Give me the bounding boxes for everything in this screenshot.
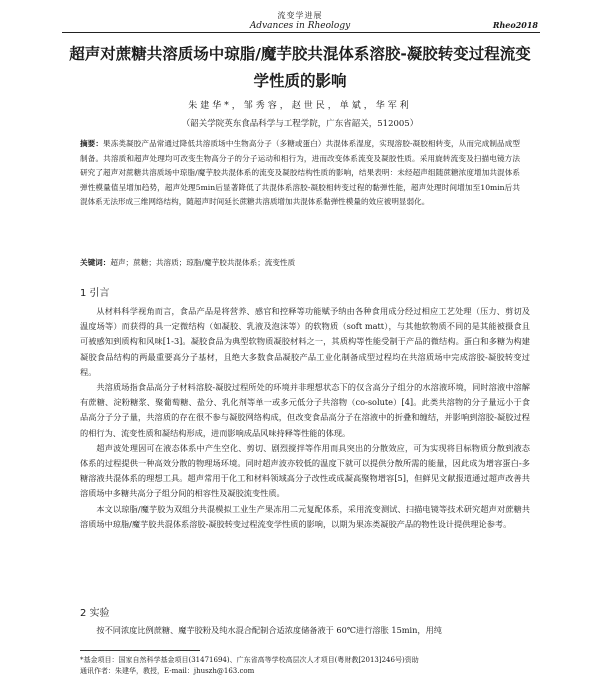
header-divider	[62, 32, 540, 33]
footnote-funding: *基金项目：国家自然科学基金项目(31471694)、广东省高等学校高层次人才项目(粤财教[2013]246号)资助	[80, 656, 419, 664]
footnote	[80, 655, 530, 677]
conference-tag: Rheo2018	[492, 20, 538, 30]
footnote-author: 通讯作者：朱建华，教授，E-mail：jhuszh@163.com	[80, 667, 255, 675]
journal-name-en: Advances in Rheology	[249, 21, 351, 31]
keywords-text: 超声；蔗糖；共溶质；琼脂/魔芋胶共混体系；流变性质	[110, 258, 296, 267]
journal-name-cn: 流变学进展	[277, 11, 323, 20]
section-heading-introduction: 1 引言	[80, 288, 110, 299]
section-body-introduction	[80, 304, 530, 532]
affiliation: （韶关学院英东食品科学与工程学院，广东省韶关，512005）	[181, 119, 419, 129]
paragraph: 超声波处理因可在液态体系中产生空化、剪切、剧烈搅拌等作用而具突出的分散效应，可为实现将目标物质分散到液态体系的过程提供一种高效分散的物理场环境。同时超声波亦较低的温度下就可以提供分散所需的能量，因此成为增容蛋白-多糖溶液共混体系的理想工具。超声常用于化工和材料领域高分子改性或成凝高聚物增容[5]，但鲜见文献报道通过超声改善共溶质场中多糖共高分子组分间的相容性及凝胶流变性质。	[80, 442, 530, 499]
paragraph: 按不同浓度比例蔗糖、魔芋胶粉及纯水混合配制合适浓度储备液于 60℃进行溶胀 15min，用纯	[96, 625, 442, 635]
section-heading-experiment: 2 实验	[80, 608, 110, 619]
paragraph: 共溶质场指食品高分子材料溶胶-凝胶过程所处的环境并非理想状态下的仅含高分子组分的水溶液环境，同时溶液中溶解有蔗糖、淀粉糖浆、聚葡萄糖、盐分、乳化剂等单一或多元低分子共溶物（co-solute）[4]。此类共溶物的分子量远小于食品高分子分子量，共溶质的存在很不参与凝胶网络构成，但改变食品高分子在溶液中的折叠和缠结，并影响到溶胶-凝胶过程的相行为、流变性质和凝结构形成，进而影响成品风味持释等性能的体现。	[80, 382, 530, 438]
keywords	[80, 256, 520, 270]
author-list: 朱建华*，邹秀容，赵世民，单斌，华军利	[188, 101, 412, 111]
paper-title-line-2: 学性质的影响	[253, 72, 347, 90]
paper-title-line-1: 超声对蔗糖共溶质场中琼脂/魔芋胶共混体系溶胶-凝胶转变过程流变	[69, 45, 531, 63]
keywords-label: 关键词：	[80, 258, 111, 267]
paragraph: 从材料科学视角而言，食品产品是将营养、感官和控释等功能赋予纳由各种食用成分经过相应工艺处理（压力、剪切及温度场等）而获得的具一定微结构（如凝胶、乳液及泡沫等）的软物质（soft matt），与其他软物质不同的是其能被摄食且可被感知到质构和风味[1-3]。凝胶食品为典型软物质凝胶材料之一，其质构等性能受制于产品的微结构。蛋白和多糖为构建凝胶食品结构的两最重要高分子基材，且绝大多数食品凝胶产品工业化制备成型过程均在共溶质场中完成溶胶-凝胶转变过程。	[80, 306, 530, 377]
paper-title	[55, 41, 545, 95]
footnote-divider	[80, 650, 200, 651]
abstract-label: 摘要：	[80, 139, 104, 148]
abstract-text: 果冻类凝胶产品常通过降低共溶质场中生物高分子（多糖或蛋白）共混体系湿度，实现溶胶-凝胶相转变，从而完成制品成型制备。共溶质和超声处理均可改变生物高分子的分子运动和相行为，进而改变体系流变及凝胶性质。采用旋转流变及扫描电镜方法研究了超声对蔗糖共溶质场中琼脂/魔芋胶共混体系的流变及凝胶结构性质的影响，结果表明：未经超声组随蔗糖浓度增加共混体系弹性模量值呈增加趋势，超声处理5min后显著降低了共混体系溶胶-凝胶相转变过程的黏弹性能，超声处理时间增加至10min后共混体系无法形成三维网络结构，随超声时间延长蔗糖共溶质增加共混体系黏弹性模量的效应被明显弱化。	[80, 139, 521, 206]
section-body-experiment	[80, 623, 530, 638]
paragraph: 本文以琼脂/魔芋胶为双组分共混模拟工业生产果冻用二元复配体系，采用流变测试、扫描电镜等技术研究超声对蔗糖共溶质场中琼脂/魔芋胶共混体系溶胶-凝胶转变过程流变学性质的影响，以期为果冻类凝胶产品的物性设计提供理论参考。	[80, 503, 530, 529]
abstract	[80, 137, 520, 210]
